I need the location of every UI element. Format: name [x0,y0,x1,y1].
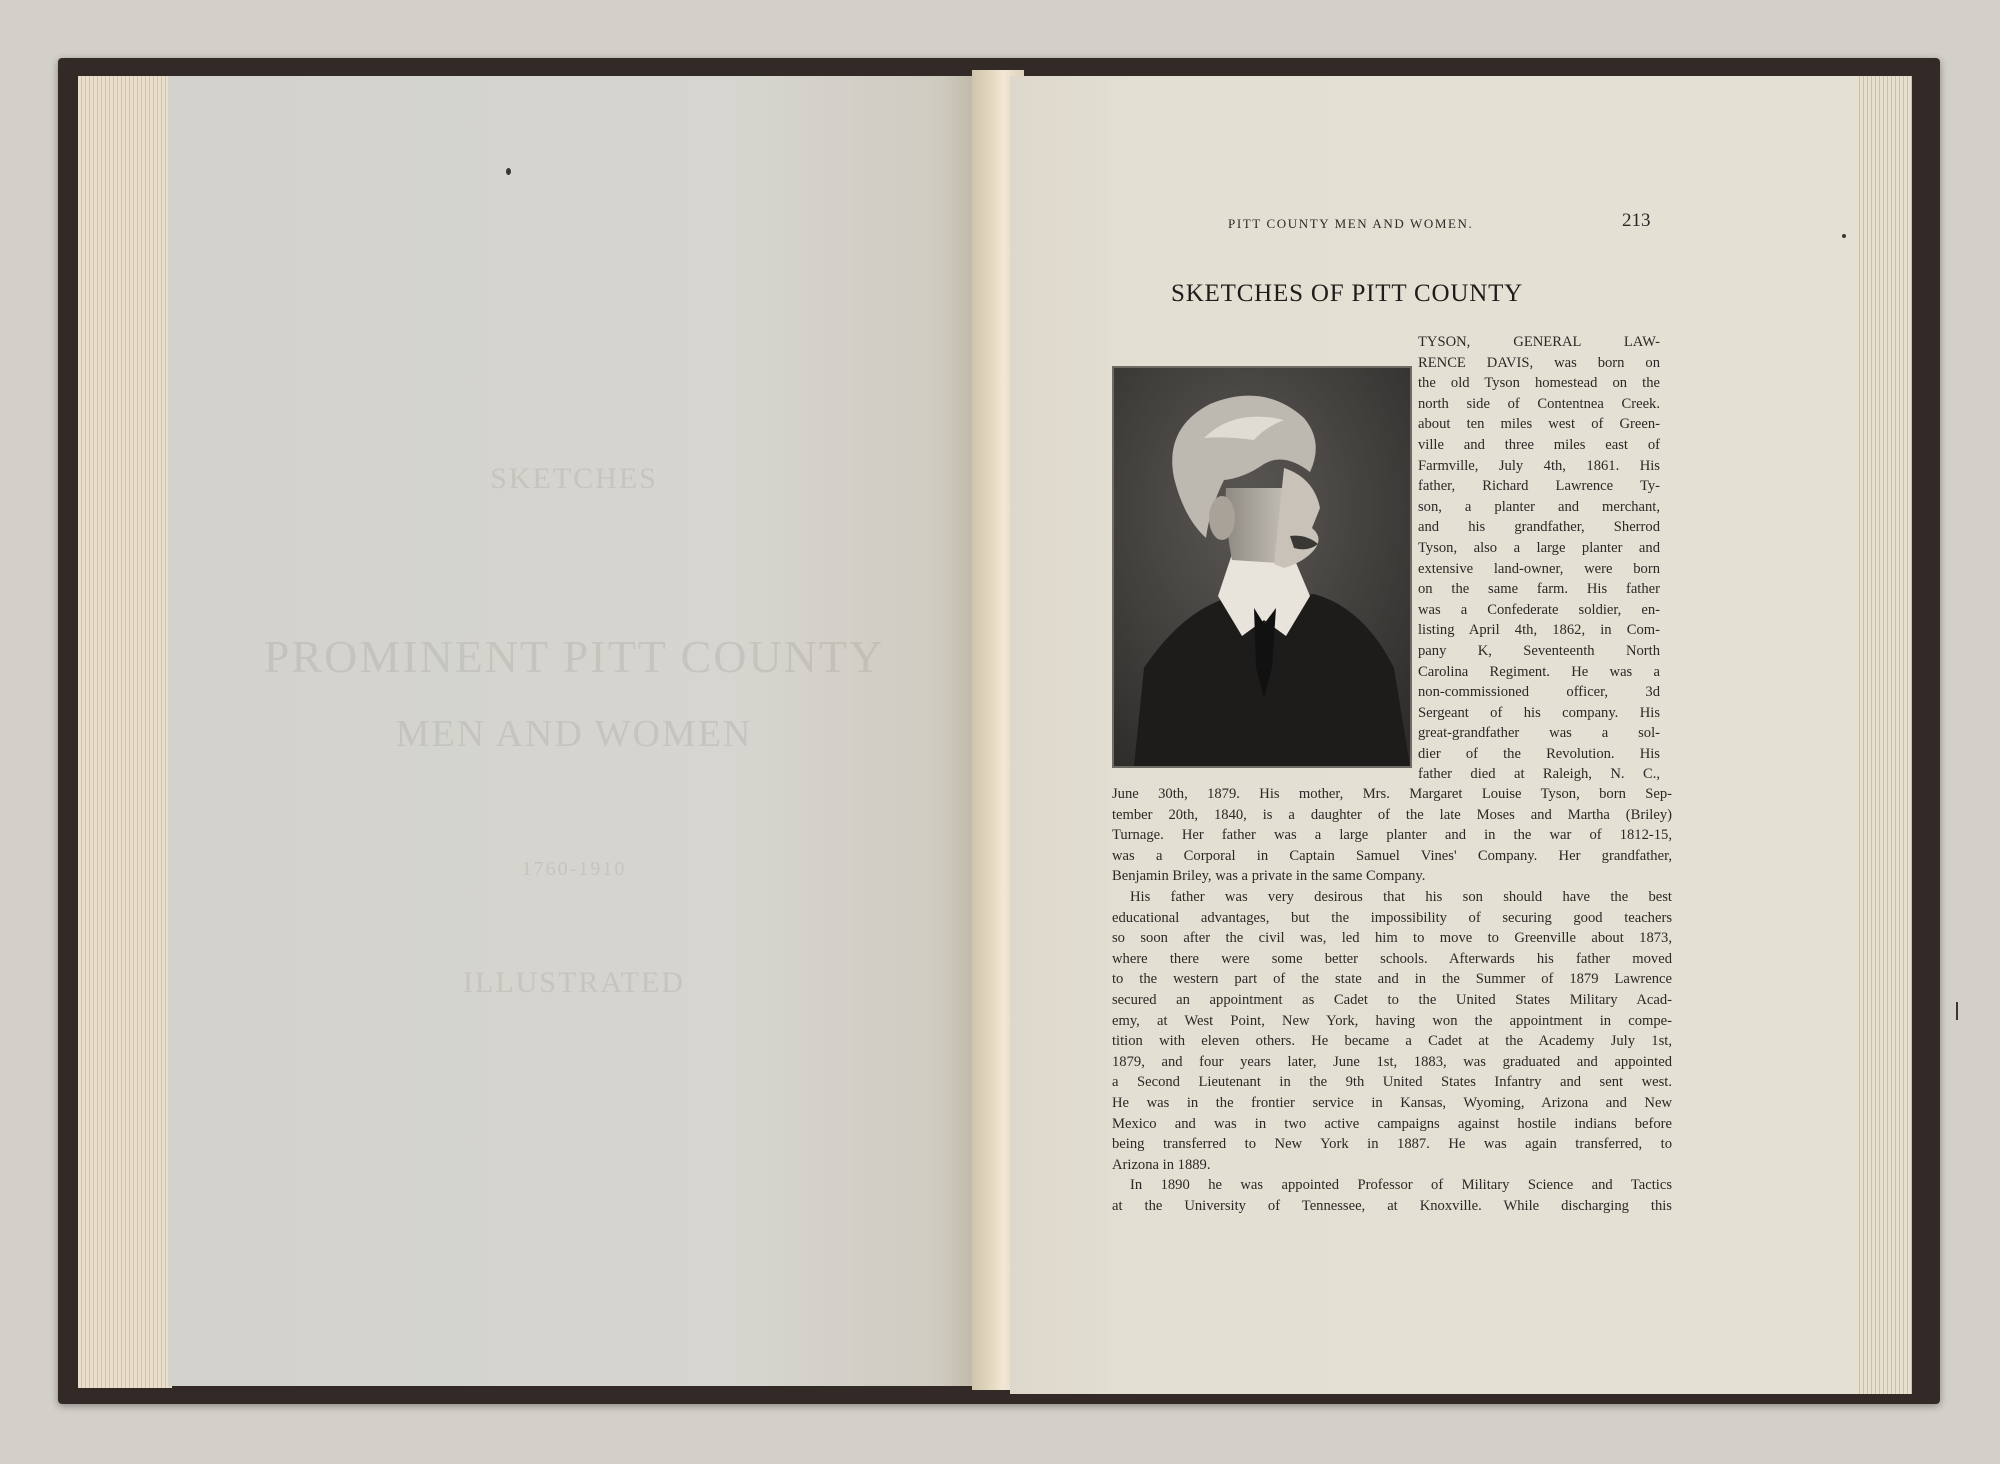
page-number: 213 [1622,210,1651,231]
text-line: was a Confederate soldier, en- [1418,601,1660,618]
text-line: and his grandfather, Sherrod [1418,519,1660,536]
right-page-edges [1856,76,1912,1394]
text-line: father died at Raleigh, N. C., [1418,766,1660,783]
text-line: being transferred to New York in 1887. He was again transferred, to [1112,1136,1672,1153]
text-line: the old Tyson homestead on the [1418,375,1660,392]
text-line: dier of the Revolution. His [1418,745,1660,762]
text-line: on the same farm. His father [1418,581,1660,598]
text-line: to the western part of the state and in the Summer of 1879 Lawrence [1112,971,1672,988]
running-head: PITT COUNTY MEN AND WOMEN. [1228,216,1474,231]
biography-intro-column [1418,332,1660,785]
text-line: non-commissioned officer, 3d [1418,684,1660,701]
left-page-edges [78,76,172,1388]
text-line: emy, at West Point, New York, having won the appointment in compe- [1112,1012,1672,1029]
text-line: 1879, and four years later, June 1st, 1883, was graduated and appointed [1112,1053,1672,1070]
text-line: TYSON, GENERAL LAW- [1418,334,1660,350]
text-line: Sergeant of his company. His [1418,704,1660,721]
text-line: father, Richard Lawrence Ty- [1418,478,1660,495]
text-line: He was in the frontier service in Kansas, Wyoming, Arizona and New [1112,1094,1672,1111]
text-line: about ten miles west of Green- [1418,416,1660,433]
text-line: was a Corporal in Captain Samuel Vines' Company. Her grandfather, [1112,847,1672,864]
text-line: ville and three miles east of [1418,436,1660,453]
text-line: educational advantages, but the impossibility of securing good teachers [1112,909,1672,926]
text-line: Arizona in 1889. [1112,1156,1211,1173]
left-page-bleedthrough-line: SKETCHES [490,462,658,495]
left-page-bleedthrough-line: PROMINENT PITT COUNTY [263,631,885,682]
text-line: secured an appointment as Cadet to the United States Military Acad- [1112,991,1672,1008]
text-line: son, a planter and merchant, [1418,498,1660,515]
text-line: His father was very desirous that his son should have the best [1130,888,1672,905]
text-line: Carolina Regiment. He was a [1418,663,1660,680]
text-line: where there were some better schools. Afterwards his father moved [1112,950,1672,967]
text-line: great-grandfather was a sol- [1418,725,1660,742]
left-page-bleedthrough-line: 1760-1910 [521,858,627,880]
text-line: so soon after the civil was, led him to move to Greenville about 1873, [1112,930,1672,947]
biography-body [1112,784,1672,1216]
section-title: SKETCHES OF PITT COUNTY [1171,280,1523,307]
text-line: RENCE DAVIS, was born on [1418,354,1660,371]
paper-speck [1956,1002,1958,1020]
left-page-bleedthrough-line: ILLUSTRATED [463,966,685,999]
text-line: Benjamin Briley, was a private in the same Company. [1112,868,1426,885]
text-line: Tyson, also a large planter and [1418,539,1660,556]
text-line: tition with eleven others. He became a Cadet at the Academy July 1st, [1112,1033,1672,1050]
text-line: In 1890 he was appointed Professor of Military Science and Tactics [1130,1177,1672,1194]
paper-speck [1842,234,1846,238]
portrait-illustration [1114,368,1410,766]
text-line: pany K, Seventeenth North [1418,642,1660,659]
text-line: at the University of Tennessee, at Knoxville. While discharging this [1112,1197,1672,1214]
text-line: Turnage. Her father was a large planter and in the war of 1812-15, [1112,827,1672,844]
text-line: Mexico and was in two active campaigns against hostile indians before [1112,1115,1672,1132]
text-line: extensive land-owner, were born [1418,560,1660,577]
text-line: a Second Lieutenant in the 9th United States Infantry and sent west. [1112,1074,1672,1091]
text-line: listing April 4th, 1862, in Com- [1418,622,1660,639]
text-line: Farmville, July 4th, 1861. His [1418,457,1660,474]
portrait-photo [1112,366,1412,768]
left-page-bleedthrough-line: MEN AND WOMEN [395,713,753,755]
text-line: tember 20th, 1840, is a daughter of the late Moses and Martha (Briley) [1112,806,1672,823]
paper-speck [506,168,511,175]
text-line: north side of Contentnea Creek. [1418,395,1660,412]
text-line: June 30th, 1879. His mother, Mrs. Margaret Louise Tyson, born Sep- [1112,786,1672,802]
